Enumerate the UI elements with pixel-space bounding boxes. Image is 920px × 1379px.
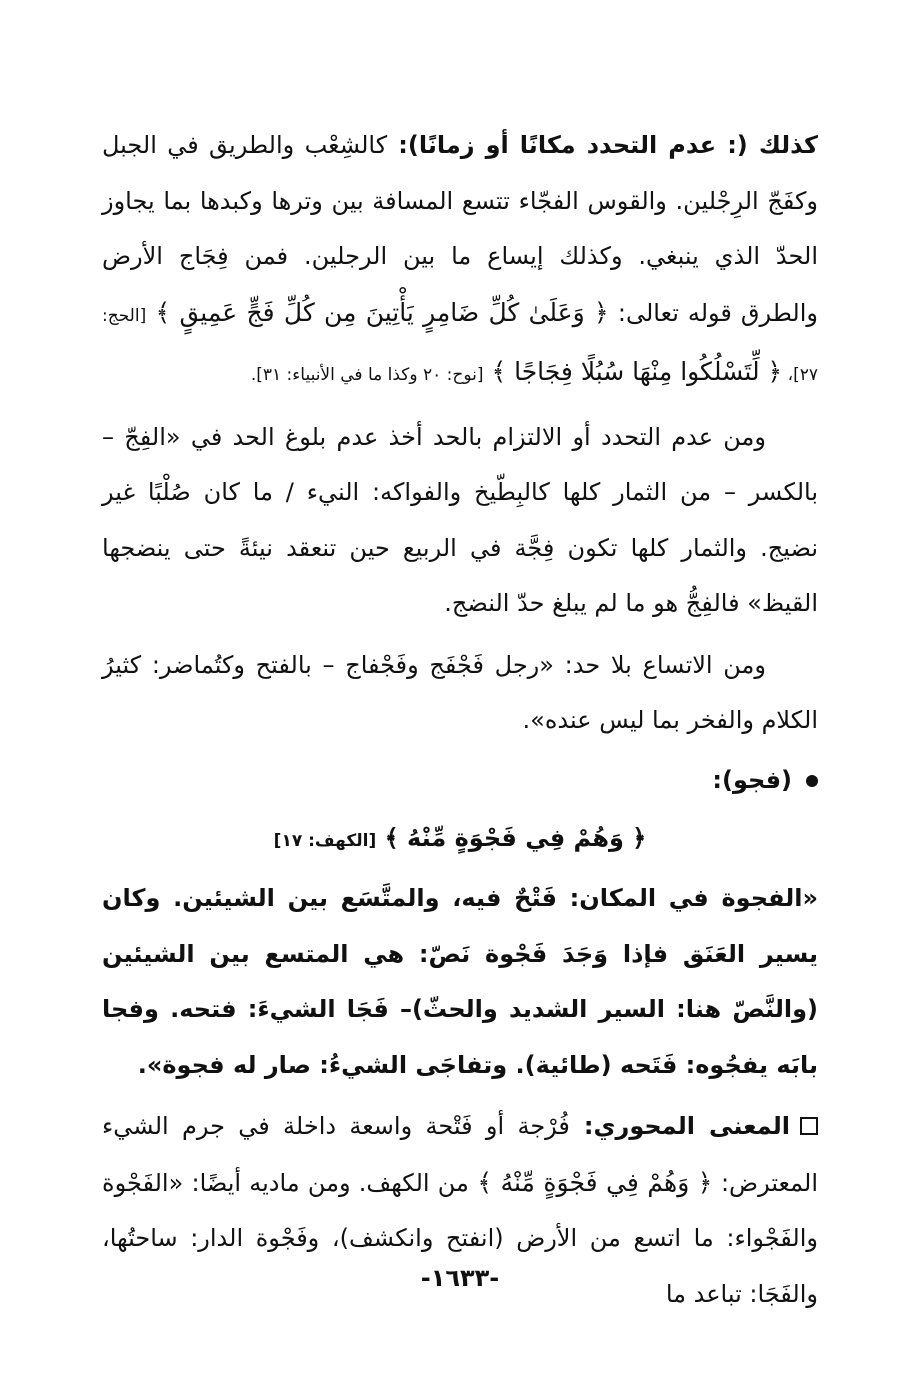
quran-verse: ﴿ وَهُمْ فِي فَجْوَةٍ مِّنْهُ ﴾ [468,1167,721,1197]
paragraph-lead: كذلك (: عدم التحدد مكانًا أو زمانًا): [387,131,818,159]
section-heading [102,753,818,809]
quran-verse: ﴿ وَعَلَىٰ كُلِّ ضَامِرٍ يَأْتِينَ مِن كُلِّ فَجٍّ عَمِيقٍ ﴾ [146,297,618,327]
page-body [102,118,818,1328]
section-verse [102,808,818,871]
paragraph-boastful-man: ومن الاتساع بلا حد: «رجل فَجْفَج وفَجْفاج – بالفتح وكتُماضر: كثيرُ الكلام والفخر بما ليس عنده». [102,650,818,734]
paragraph-fajj-undefined [102,118,818,404]
verse-reference: [الكهف: ١٧] [273,831,377,851]
verse-reference: [الحج: ٢٧]، [102,305,818,385]
core-meaning-text: فُرْجة أو فَتْحة واسعة داخلة في جرم الشيء المعترض: [102,1112,818,1197]
paragraph-unripe-fruit: ومن عدم التحدد أو الالتزام بالحد أخذ عدم بلوغ الحد في «الفِجّ – بالكسر – من الثمار كلها كالبِطّيخ والفواكه: النيء / ما كان صُلْبًا غير نضيج. والثمار كلها تكون فِجَّة في الربيع حين تنعقد نيئةً حتى ينضجها القيظ» فالفِجُّ هو ما لم يبلغ حدّ النضج. [102,422,818,617]
quran-verse: ﴿ لِّتَسْلُكُوا مِنْهَا سُبُلًا فِجَاجًا ﴾ [483,357,783,386]
verse-reference: [نوح: ٢٠ وكذا ما في الأنبياء: ٣١]. [250,365,484,385]
paragraph-text: كالشِعْب والطريق في الجبل وكفَجّ الرِجْلين. والقوس الفجّاء تتسع المسافة بين وترها وكبدها بما يجاوز الحدّ الذي ينبغي. وكذلك إيساع ما بين الرجلين. فمن فِجَاج الأرض والطرق قوله تعالى: [102,131,818,327]
core-meaning-label: المعنى المحوري: [569,1112,790,1140]
core-meaning-rest: من الكهف. ومن ماديه أيضًا: «الفَجْوة والفَجْواء: ما اتسع من الأرض (انفتح وانكشف)، وفَجْوة الدار: ساحتُها، والفَجَا: تباعد ما [102,1168,818,1308]
paragraph-definition: «الفجوة في المكان: فَتْحٌ فيه، والمتَّسَع بين الشيئين. وكان يسير العَنَق فإذا وَجَدَ فَجْوة نَصّ: هي المتسع بين الشيئين (والنَّصّ هنا: السير الشديد والحثّ)– فَجَا الشيءَ: فتحه. وفجا بابَه يفجُوه: فَتَحه (طائية). وتفاجَى الشيءُ: صار له فجوة». [102,884,818,1079]
checkbox-square-icon [800,1117,818,1135]
page-number: -١٦٣٣- [420,1264,500,1292]
quran-verse: ﴿ وَهُمْ فِي فَجْوَةٍ مِّنْهُ ﴾ [376,824,647,852]
bullet-icon [806,775,818,787]
section-heading-text: (فجو): [712,765,792,794]
